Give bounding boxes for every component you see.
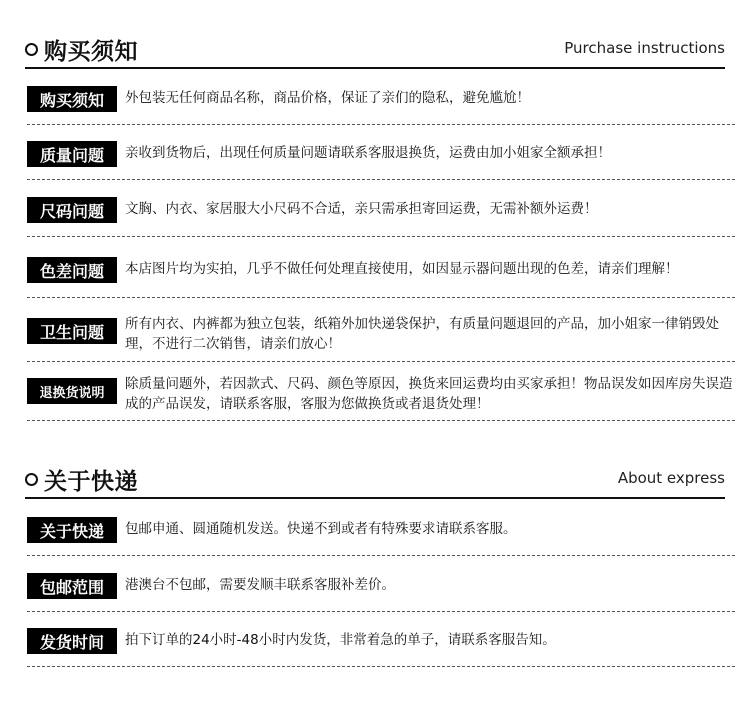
row-label: 关于快递: [27, 517, 117, 543]
dashed-divider: [27, 555, 735, 556]
row-text: 拍下订单的24小时-48小时内发货，非常着急的单子，请联系客服告知。: [125, 632, 556, 648]
row-text: 所有内衣、内裤都为独立包装，纸箱外加快递袋保护，有质量问题退回的产品，加小姐家一律销毁处理，不进行二次销售，请亲们放心！: [125, 316, 719, 352]
row-label: 尺码问题: [27, 197, 117, 223]
purchase-section-header: [25, 37, 725, 69]
row-label: 包邮范围: [27, 573, 117, 599]
row-text: 本店图片均为实拍，几乎不做任何处理直接使用，如因显示器问题出现的色差，请亲们理解！: [125, 261, 679, 277]
express-section-subtitle: About express: [617, 469, 725, 487]
purchase-section-subtitle: Purchase instructions: [564, 39, 725, 57]
row-label: 发货时间: [27, 628, 117, 654]
dashed-divider: [27, 361, 735, 362]
purchase-section-title: 购买须知: [44, 39, 138, 65]
row-label: 质量问题: [27, 141, 117, 167]
section-divider: [25, 67, 725, 69]
row-label: 退换货说明: [27, 378, 117, 404]
row-text: 文胸、内衣、家居服大小尺码不合适，亲只需承担寄回运费，无需补额外运费！: [125, 201, 598, 217]
circle-bullet-icon: [25, 473, 38, 486]
dashed-divider: [27, 611, 735, 612]
row-text: 亲收到货物后，出现任何质量问题请联系客服退换货，运费由加小姐家全额承担！: [125, 145, 611, 161]
row-label: 购买须知: [27, 86, 117, 112]
dashed-divider: [27, 297, 735, 298]
row-text: 包邮申通、圆通随机发送。快递不到或者有特殊要求请联系客服。: [125, 521, 517, 537]
dashed-divider: [27, 666, 735, 667]
dashed-divider: [27, 124, 735, 125]
row-text: 外包装无任何商品名称，商品价格，保证了亲们的隐私，避免尴尬！: [125, 90, 530, 106]
row-text: 除质量问题外，若因款式、尺码、颜色等原因，换货来回运费均由买家承担！物品误发如因库房失误造成的产品误发，请联系客服，客服为您做换货或者退货处理！: [125, 376, 733, 412]
section-divider: [25, 497, 725, 499]
dashed-divider: [27, 179, 735, 180]
express-section-title: 关于快递: [44, 469, 138, 495]
dashed-divider: [27, 420, 735, 421]
dashed-divider: [27, 236, 735, 237]
express-section-header: [25, 467, 725, 499]
row-label: 卫生问题: [27, 318, 117, 344]
row-text: 港澳台不包邮，需要发顺丰联系客服补差价。: [125, 577, 395, 593]
circle-bullet-icon: [25, 43, 38, 56]
row-label: 色差问题: [27, 257, 117, 283]
